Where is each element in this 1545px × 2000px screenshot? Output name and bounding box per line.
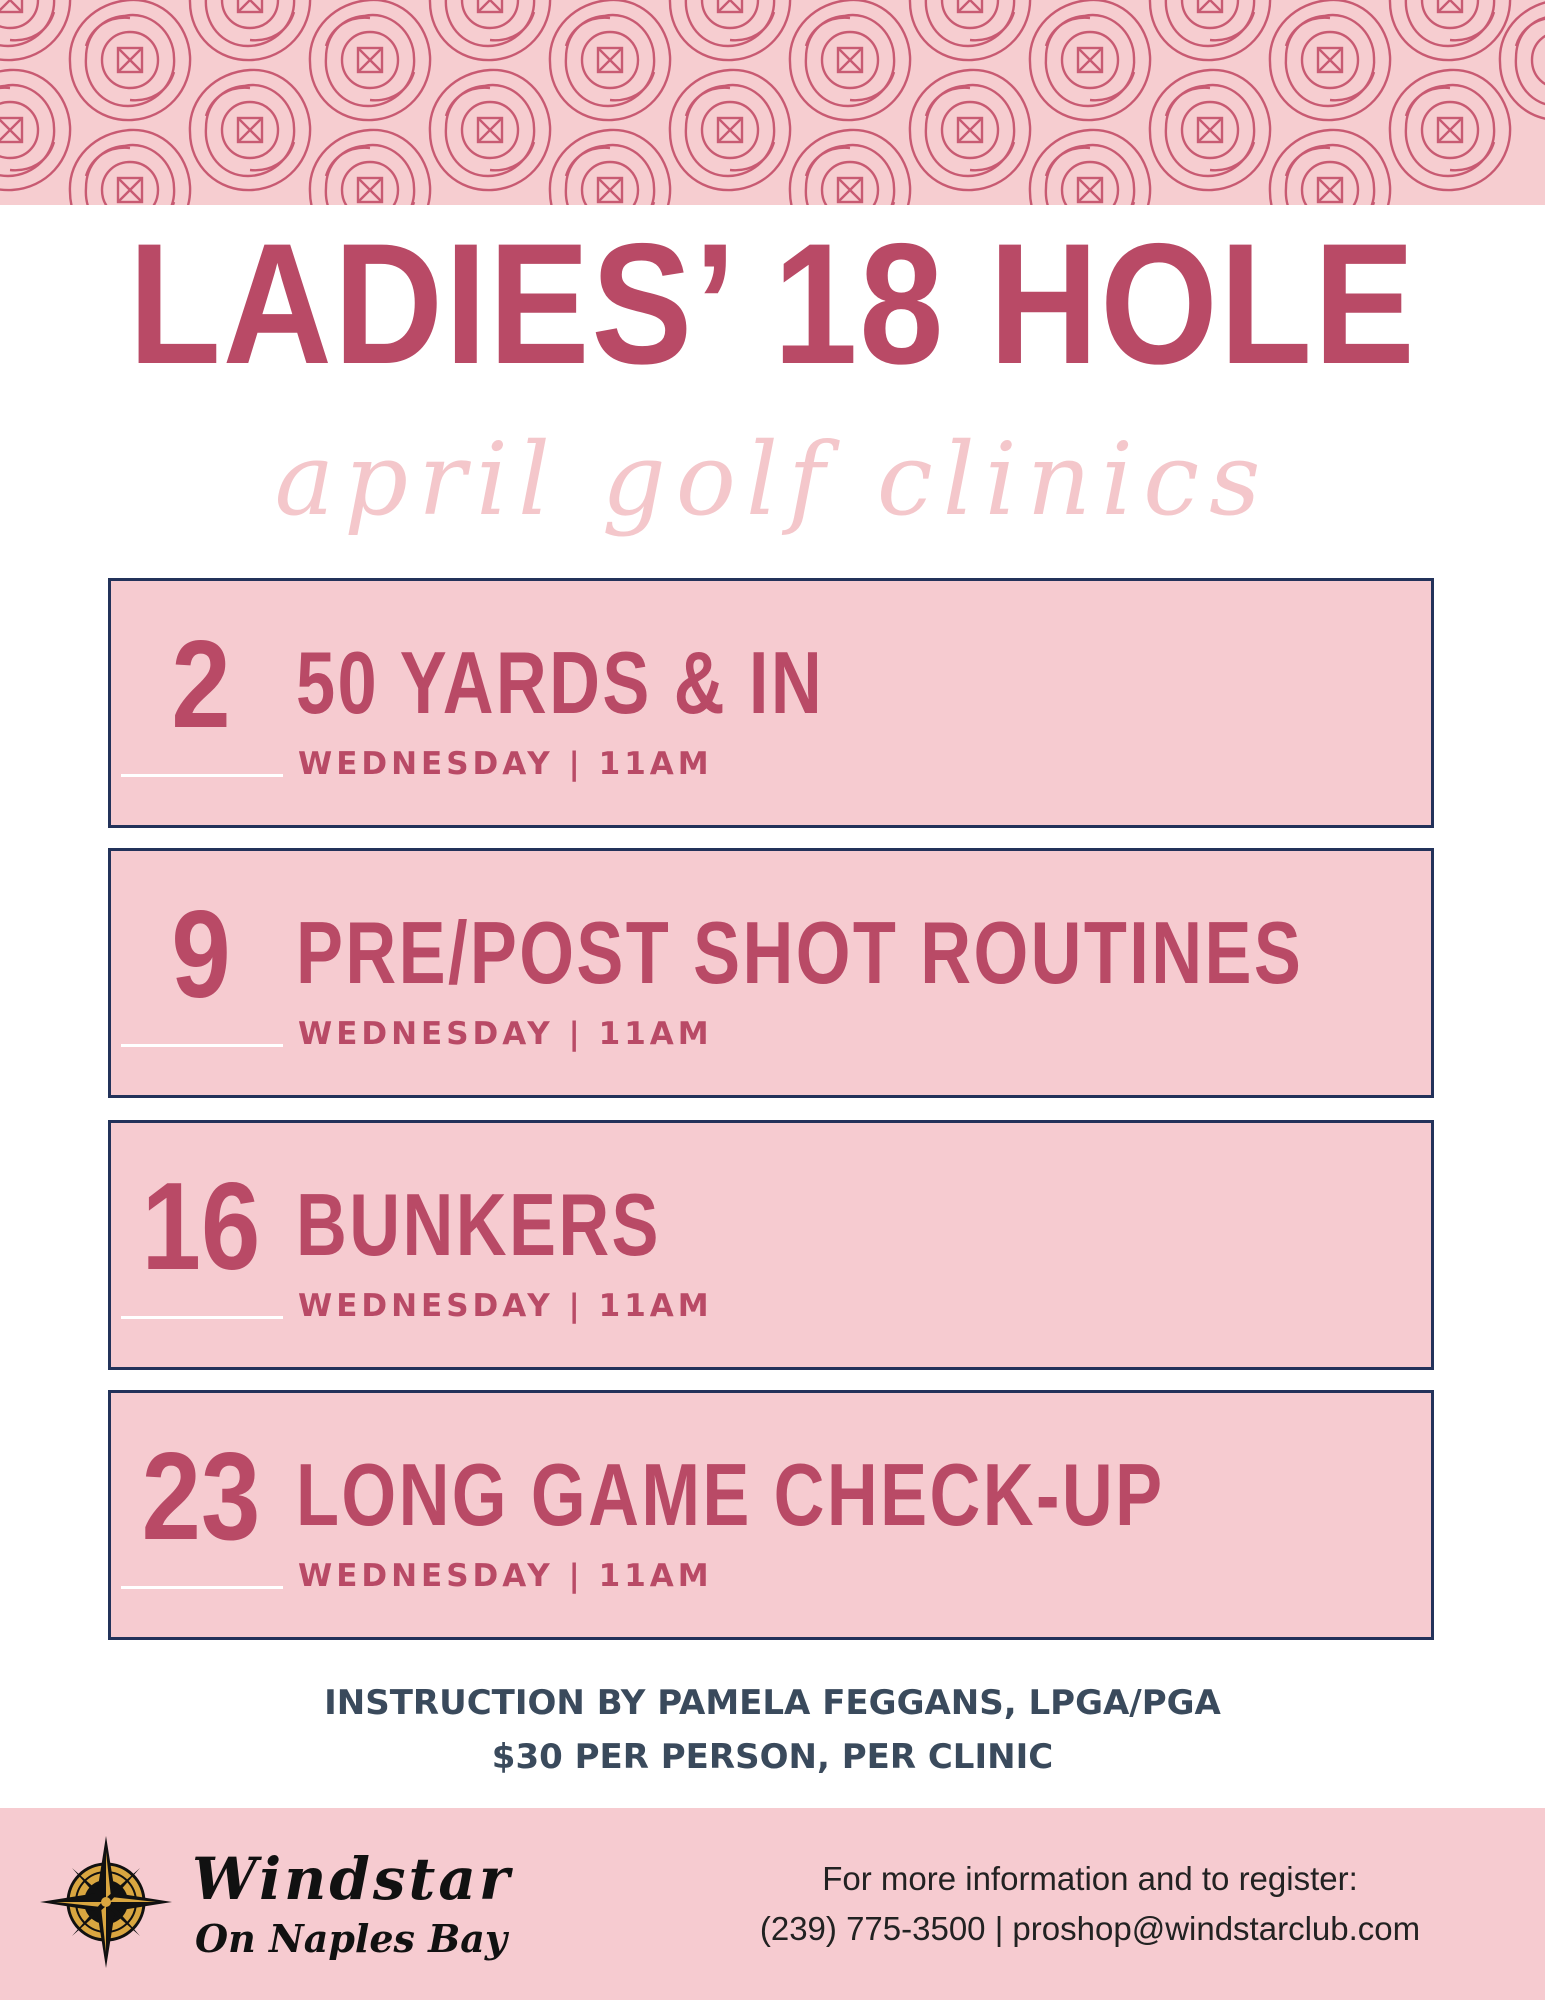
instructor-line: INSTRUCTION BY PAMELA FEGGANS, LPGA/PGA bbox=[324, 1683, 1221, 1723]
day-underline bbox=[121, 774, 283, 777]
page-title: LADIES’ 18 HOLE bbox=[128, 208, 1417, 400]
clinic-title: LONG GAME CHECK-UP bbox=[296, 1445, 1165, 1544]
rose-pattern bbox=[0, 0, 1545, 205]
price-line: $30 PER PERSON, PER CLINIC bbox=[491, 1737, 1054, 1777]
clinic-time: WEDNESDAY | 11AM bbox=[298, 1016, 713, 1052]
clinic-title: BUNKERS bbox=[296, 1175, 661, 1274]
clinic-day: 9 bbox=[171, 886, 231, 1024]
clinic-card bbox=[108, 1390, 1434, 1640]
clinic-time: WEDNESDAY | 11AM bbox=[298, 1288, 713, 1324]
clinic-title: PRE/POST SHOT ROUTINES bbox=[296, 903, 1304, 1002]
clinic-time: WEDNESDAY | 11AM bbox=[298, 746, 713, 782]
footer bbox=[0, 1808, 1545, 2000]
compass-rose-icon bbox=[38, 1834, 174, 1970]
page-subtitle: april golf clinics bbox=[274, 421, 1271, 538]
clinic-card bbox=[108, 578, 1434, 828]
brand-tagline: On Naples Bay bbox=[195, 1916, 507, 1961]
brand-name: Windstar bbox=[192, 1845, 513, 1913]
rose-pattern-banner bbox=[0, 0, 1545, 205]
clinic-day: 2 bbox=[171, 616, 231, 754]
contact-intro: For more information and to register: bbox=[822, 1860, 1358, 1897]
clinic-title: 50 YARDS & IN bbox=[296, 633, 825, 732]
day-underline bbox=[121, 1586, 283, 1589]
clinic-day: 23 bbox=[141, 1428, 261, 1566]
clinic-day: 16 bbox=[141, 1158, 261, 1296]
clinic-card bbox=[108, 1120, 1434, 1370]
day-underline bbox=[121, 1044, 283, 1047]
contact-details: (239) 775-3500 | proshop@windstarclub.com bbox=[759, 1910, 1421, 1947]
clinic-card bbox=[108, 848, 1434, 1098]
day-underline bbox=[121, 1316, 283, 1319]
clinic-time: WEDNESDAY | 11AM bbox=[298, 1558, 713, 1594]
